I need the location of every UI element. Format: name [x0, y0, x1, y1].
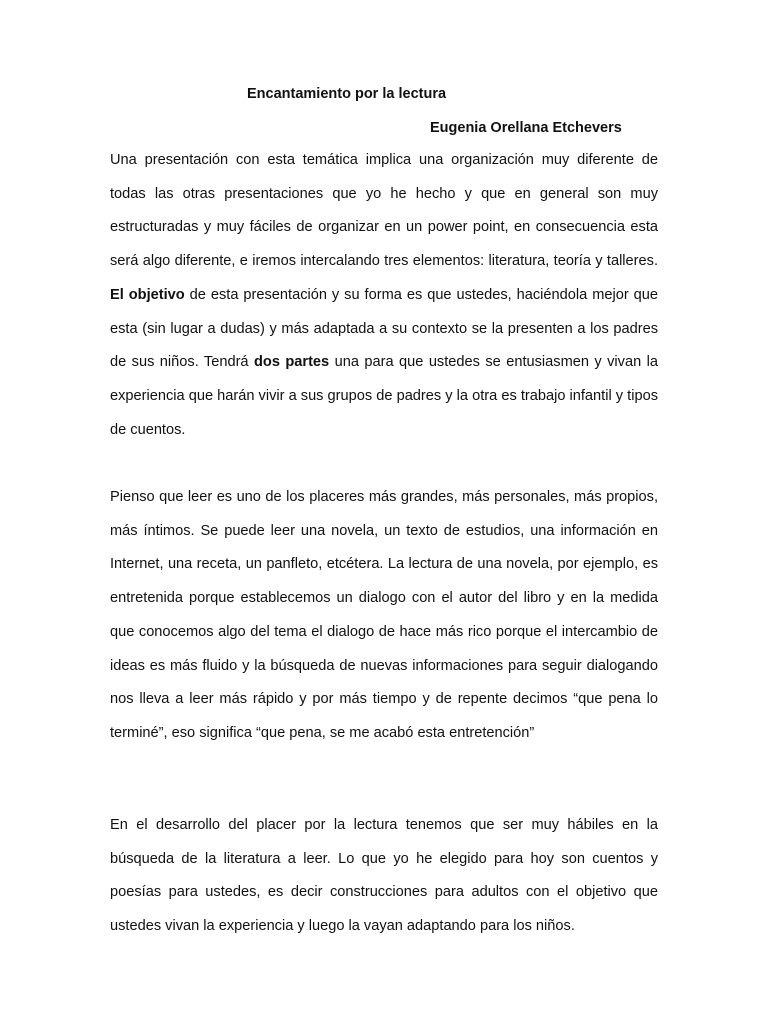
paragraph-1-text-d: una para que ustedes se entusiasmen y vivan la experiencia que harán vivir a sus grupos de padres y la otra es trabajo infantil y tipos de cuentos.: [110, 354, 658, 438]
document-title: Encantamiento por la lectura: [247, 86, 447, 102]
paragraph-2: Pienso que leer es uno de los placeres más grandes, más personales, más propios, más íntimos. Se puede leer una novela, un texto de estudios, una información en Internet, una receta, un panfleto, etcétera. La lectura de una novela, por ejemplo, es entretenida porque establecemos un dialogo con el autor del libro y en la medida que conocemos algo del tema el dialogo de hace más rico porque el intercambio de ideas es más fluido y la búsqueda de nuevas informaciones para seguir dialogando nos lleva a leer más rápido y por más tiempo y de repente decimos “que pena lo terminé”, eso significa “que pena, se me acabó esta entretención”: [110, 489, 658, 741]
document-author: Eugenia Orellana Etchevers: [430, 120, 622, 136]
paragraph-3: En el desarrollo del placer por la lectura tenemos que ser muy hábiles en la búsqueda de la literatura a leer. Lo que yo he elegido para hoy son cuentos y poesías para ustedes, es decir construcciones para adultos con el objetivo que ustedes vivan la experiencia y luego la vayan adaptando para los niños.: [110, 817, 658, 935]
paragraph-1-text-c: de esta presentación y su forma es que ustedes, haciéndola mejor que esta (sin lugar a dudas) y más adaptada a su contexto se la presenten a los padres de sus niños. Tendrá: [110, 286, 658, 371]
paragraph-1-text-a: Una presentación con esta temática implica una organización muy diferente de todas las otras presentaciones que yo he hecho y que en general son muy estructuradas y muy fáciles de organizar en un power point, en consecuencia esta será algo diferente, e iremos intercalando tres elementos: literatura, teoría y talleres.: [110, 152, 658, 270]
bold-dos-partes: dos partes: [253, 354, 330, 371]
paragraph-1: [110, 144, 658, 447]
bold-el-objetivo: El objetivo: [110, 286, 185, 303]
